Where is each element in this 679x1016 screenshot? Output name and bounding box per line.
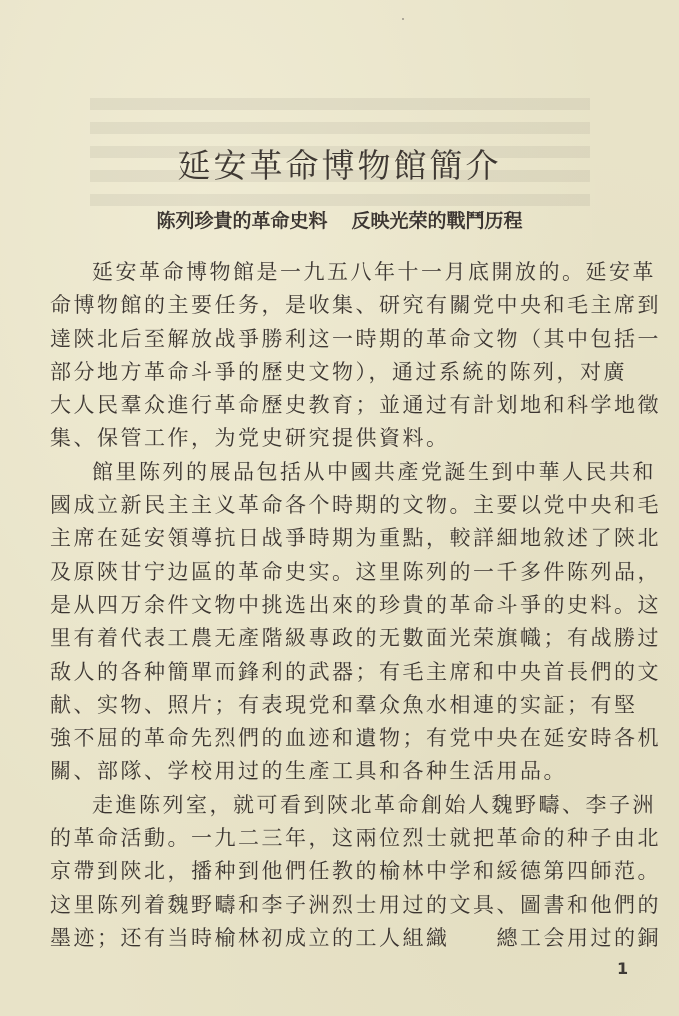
subtitle-part-1: 陈列珍貴的革命史料 (156, 210, 328, 232)
paragraph-1 (50, 256, 661, 456)
text-line: 命博物館的主要任务，是收集、研究有關党中央和毛主席到 (50, 293, 661, 318)
text-line: 國成立新民主主义革命各个時期的文物。主要以党中央和毛 (50, 493, 661, 518)
paper-speck (402, 18, 404, 20)
text-line: 墨迹；还有当時榆林初成立的工人組織 總工会用过的銅 (50, 925, 661, 950)
page-subtitle (0, 206, 679, 233)
text-line: 走進陈列室，就可看到陝北革命創始人魏野疇、李子洲 (92, 792, 656, 817)
text-line: 主席在延安領導抗日战爭時期为重點，較詳細地敘述了陝北 (50, 526, 661, 551)
page-number: 1 (617, 959, 629, 978)
subtitle-part-2: 反映光荣的戰鬥历程 (351, 210, 523, 232)
text-line: 献、实物、照片；有表現党和羣众魚水相連的实証；有堅 (50, 692, 638, 717)
text-line: 及原陝甘宁边區的革命史实。这里陈列的一千多件陈列品， (50, 559, 661, 584)
text-line: 大人民羣众進行革命歷史教育；並通过有計划地和科学地徵 (50, 393, 661, 418)
paragraph-3 (50, 789, 661, 955)
text-line: 京帶到陝北，播种到他們任教的榆林中学和綏德第四師范。 (50, 859, 661, 884)
text-line: 館里陈列的展品包括从中國共產党誕生到中華人民共和 (92, 459, 656, 484)
paragraph-2 (50, 456, 661, 789)
text-line: 是从四万余件文物中挑选出來的珍貴的革命斗爭的史料。这 (50, 592, 661, 617)
text-line: 部分地方革命斗爭的歷史文物），通过系統的陈列，对廣 (50, 359, 627, 384)
text-line: 的革命活動。一九二三年，这兩位烈士就把革命的种子由北 (50, 826, 661, 851)
text-line: 敌人的各种簡單而鋒利的武器；有毛主席和中央首長們的文 (50, 659, 661, 684)
text-line: 達陝北后至解放战爭勝利这一時期的革命文物（其中包括一 (50, 326, 661, 351)
body-text (50, 256, 661, 955)
text-line: 这里陈列着魏野疇和李子洲烈士用过的文具、圖書和他們的 (50, 892, 661, 917)
text-line: 里有着代表工農无產階級專政的无數面光荣旗幟；有战勝过 (50, 626, 661, 651)
text-line: 關、部隊、学校用过的生產工具和各种生活用品。 (50, 759, 567, 784)
text-line: 延安革命博物館是一九五八年十一月底開放的。延安革 (92, 260, 656, 284)
page-title: 延安革命博物館簡介 (177, 146, 502, 185)
text-line: 集、保管工作，为党史研究提供資料。 (50, 426, 450, 451)
text-line: 強不屈的革命先烈們的血迹和遺物；有党中央在延安時各机 (50, 726, 661, 751)
